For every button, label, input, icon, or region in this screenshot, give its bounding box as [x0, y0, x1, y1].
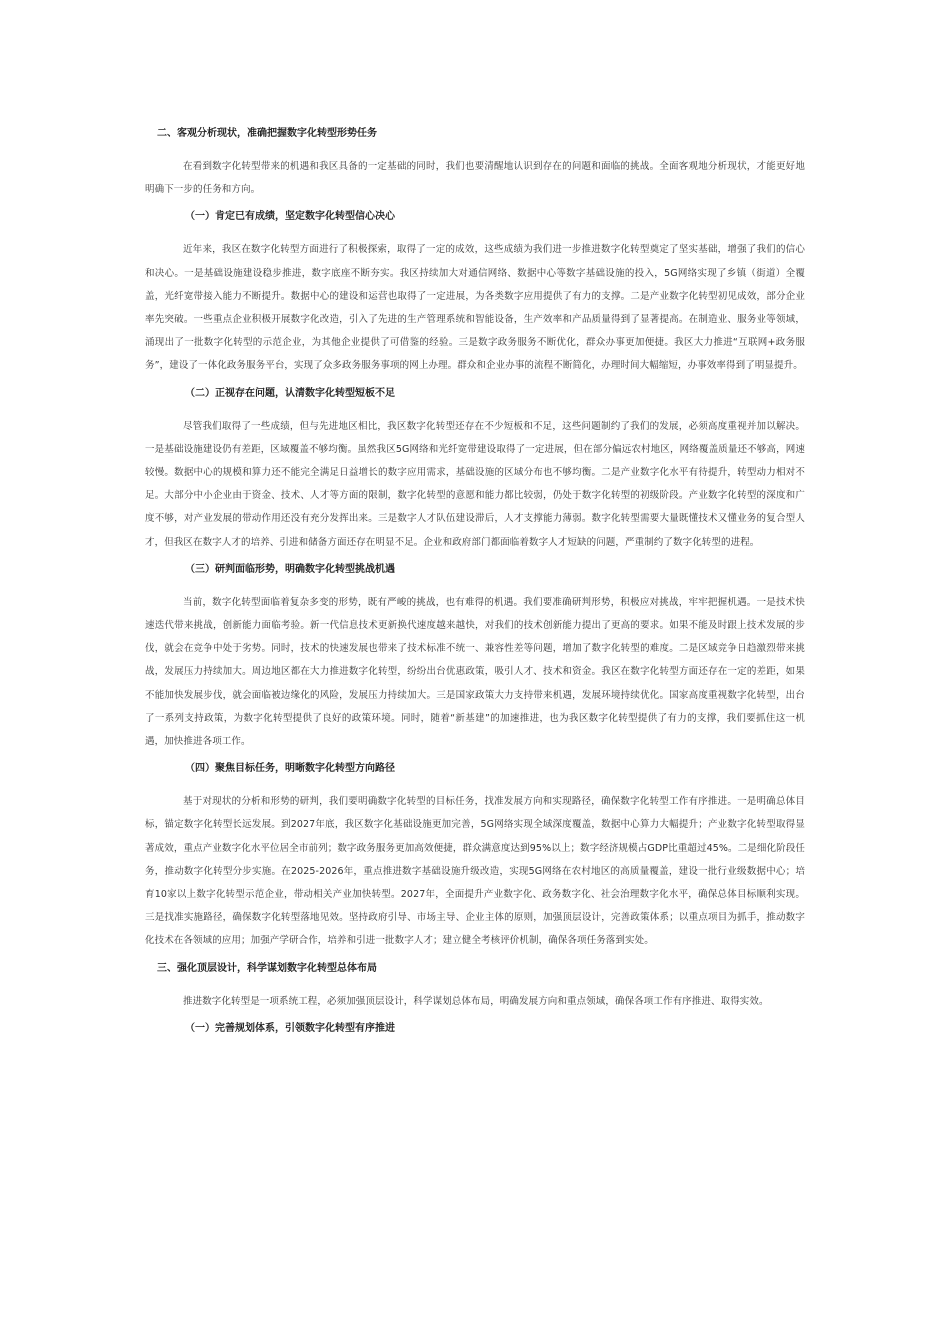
subsection-heading-1: （一）肯定已有成绩，坚定数字化转型信心决心 — [185, 211, 395, 223]
section-2-intro: 在看到数字化转型带来的机遇和我区具备的一定基础的同时，我们也要清醒地认识到存在的问题和面临的挑战。全面客观地分析现状，才能更好地明确下一步的任务和方向。 — [145, 161, 805, 196]
subsection-heading-4: （四）聚焦目标任务，明晰数字化转型方向路径 — [185, 763, 395, 775]
section-heading-2: 二、客观分析现状，准确把握数字化转型形势任务 — [157, 128, 377, 139]
subsection-heading-3: （三）研判面临形势，明确数字化转型挑战机遇 — [185, 563, 395, 575]
subsection-2-body: 尽管我们取得了一些成绩，但与先进地区相比，我区数字化转型还存在不少短板和不足，这些问题制约了我们的发展，必须高度重视并加以解决。一是基础设施建设仍有差距，区域覆盖不够均衡。虽然我区5G网络和光纤宽带建设取得了一定进展，但在部分偏远农村地区，网络覆盖质量还不够高，网速较慢。数据中心的规模和算力还不能完全满足日益增长的数字应用需求，基础设施的区域分布也不够均衡。二是产业数字化水平有待提升，转型动力相对不足。大部分中小企业由于资金、技术、人才等方面的限制，数字化转型的意愿和能力都比较弱，仍处于数字化转型的初级阶段。产业数字化转型的深度和广度不够，对产业发展的带动作用还没有充分发挥出来。三是数字人才队伍建设滞后，人才支撑能力薄弱。数字化转型需要大量既懂技术又懂业务的复合型人才，但我区在数字人才的培养、引进和储备方面还存在明显不足。企业和政府部门都面临着数字人才短缺的问题，严重制约了数字化转型的进程。 — [145, 420, 805, 548]
document-body — [145, 126, 805, 1050]
subsection-1-body: 近年来，我区在数字化转型方面进行了积极探索，取得了一定的成效，这些成绩为我们进一步推进数字化转型奠定了坚实基础，增强了我们的信心和决心。一是基础设施建设稳步推进，数字底座不断夯实。我区持续加大对通信网络、数据中心等数字基础设施的投入，5G网络实现了乡镇（街道）全覆盖，光纤宽带接入能力不断提升。数据中心的建设和运营也取得了一定进展，为各类数字应用提供了有力的支撑。二是产业数字化转型初见成效，部分企业率先突破。一些重点企业积极开展数字化改造，引入了先进的生产管理系统和智能设备，生产效率和产品质量得到了显著提高。在制造业、服务业等领域，涌现出了一批数字化转型的示范企业，为其他企业提供了可借鉴的经验。三是数字政务服务不断优化，群众办事更加便捷。我区大力推进“互联网+政务服务”，建设了一体化政务服务平台，实现了众多政务服务事项的网上办理。群众和企业办事的流程不断简化，办理时间大幅缩短，办事效率得到了明显提升。 — [145, 244, 805, 372]
subsection-4-body: 基于对现状的分析和形势的研判，我们要明确数字化转型的目标任务，找准发展方向和实现路径，确保数字化转型工作有序推进。一是明确总体目标，锚定数字化转型长远发展。到2027年底，我区数字化基础设施更加完善，5G网络实现全域深度覆盖，数据中心算力大幅提升；产业数字化转型取得显著成效，重点产业数字化水平位居全市前列；数字政务服务更加高效便捷，群众满意度达到95%以上；数字经济规模占GDP比重超过45%。二是细化阶段任务，推动数字化转型分步实施。在2025-2026年，重点推进数字基础设施升级改造，实现5G网络在农村地区的高质量覆盖，建设一批行业级数据中心；培育10家以上数字化转型示范企业，带动相关产业加快转型。2027年，全面提升产业数字化、政务数字化、社会治理数字化水平，确保总体目标顺利实现。三是找准实施路径，确保数字化转型落地见效。坚持政府引导、市场主导、企业主体的原则，加强顶层设计，完善政策体系；以重点项目为抓手，推动数字化技术在各领域的应用；加强产学研合作，培养和引进一批数字人才；建立健全考核评价机制，确保各项任务落到实处。 — [145, 796, 805, 947]
section-heading-3: 三、强化顶层设计，科学谋划数字化转型总体布局 — [157, 962, 377, 974]
subsection-heading-2: （二）正视存在问题，认清数字化转型短板不足 — [185, 387, 395, 399]
section-3-intro: 推进数字化转型是一项系统工程，必须加强顶层设计，科学谋划总体布局，明确发展方向和重点领域，确保各项工作有序推进、取得实效。 — [183, 995, 769, 1007]
subsection-3-body: 当前，数字化转型面临着复杂多变的形势，既有严峻的挑战，也有难得的机遇。我们要准确研判形势，积极应对挑战，牢牢把握机遇。一是技术快速迭代带来挑战，创新能力面临考验。新一代信息技术更新换代速度越来越快，对我们的技术创新能力提出了更高的要求。如果不能及时跟上技术发展的步伐，就会在竞争中处于劣势。同时，技术的快速发展也带来了技术标准不统一、兼容性差等问题，增加了数字化转型的难度。二是区域竞争日趋激烈带来挑战，发展压力持续加大。周边地区都在大力推进数字化转型，纷纷出台优惠政策，吸引人才、技术和资金。我区在数字化转型方面还存在一定的差距，如果不能加快发展步伐，就会面临被边缘化的风险，发展压力持续加大。三是国家政策大力支持带来机遇，发展环境持续优化。国家高度重视数字化转型，出台了一系列支持政策，为数字化转型提供了良好的政策环境。同时，随着“新基建”的加速推进，也为我区数字化转型提供了有力的支撑，我们要抓住这一机遇，加快推进各项工作。 — [145, 596, 805, 748]
section-3-subsection-heading-1: （一）完善规划体系，引领数字化转型有序推进 — [185, 1022, 395, 1034]
